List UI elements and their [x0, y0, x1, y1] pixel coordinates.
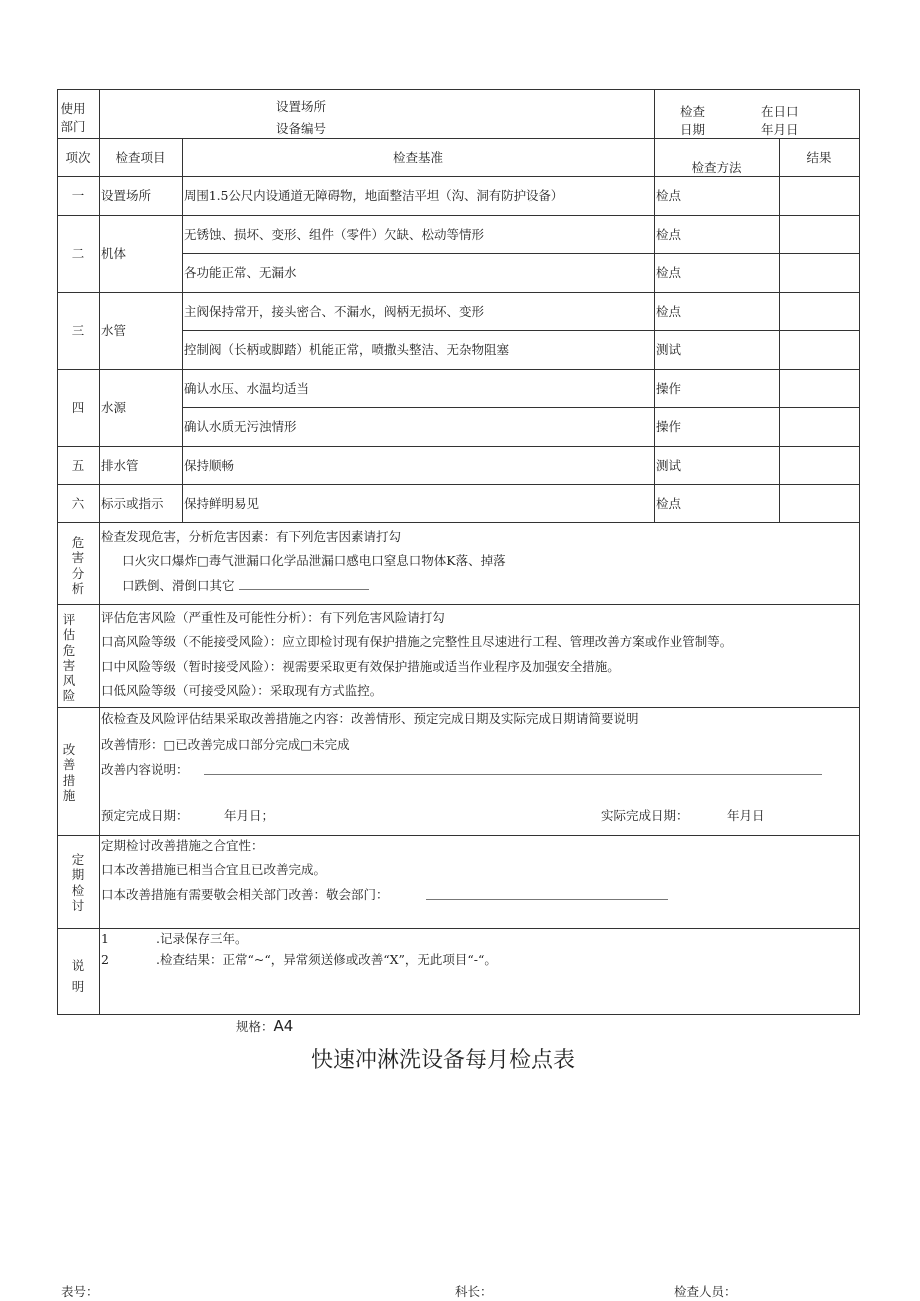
- location-label: 设置场所: [276, 99, 327, 114]
- hazard-line: 口火灾口爆炸□毒气泄漏口化学品泄漏口感电口窒息口物体K落、掉落: [122, 553, 506, 568]
- form-number-label: 表号：: [61, 1284, 99, 1299]
- row-standard: 确认水质无污浊情形: [184, 419, 297, 434]
- improve-line: 改善内容说明：: [101, 762, 189, 777]
- row-item: 设置场所: [101, 188, 152, 203]
- planned-date-label: 预定完成日期：: [101, 808, 189, 823]
- review-line: 定期检讨改善措施之合宜性：: [101, 838, 264, 853]
- improve-line: 依检查及风险评估结果采取改善措施之内容：改善情形、预定完成日期及实际完成日期请简要说明: [101, 711, 639, 726]
- improve-content-blank: [204, 762, 822, 775]
- review-line: 口本改善措施有需要敬会相关部门改善：敬会部门：: [101, 887, 389, 902]
- row-no: 六: [71, 496, 85, 511]
- rule: [57, 707, 860, 708]
- row-item: 排水管: [101, 458, 139, 473]
- rule: [182, 138, 183, 523]
- rule: [57, 369, 860, 370]
- review-dept-blank: [426, 887, 668, 900]
- rule: [99, 89, 100, 1015]
- review-label: 定期检讨: [71, 852, 85, 913]
- row-standard: 保持顺畅: [184, 458, 235, 473]
- row-no: 一: [71, 188, 85, 203]
- rule: [654, 89, 655, 523]
- col-item-no: 项次: [65, 150, 91, 165]
- row-standard: 各功能正常、无漏水: [184, 265, 297, 280]
- notes-label: 说明: [71, 958, 85, 995]
- dept-label: 使用部门: [60, 101, 86, 134]
- risk-line: 口低风险等级（可接受风险）：采取现有方式监控。: [101, 683, 383, 698]
- page-title: 快速冲淋洗设备每月检点表: [311, 1048, 576, 1073]
- spec-label: 规格：: [236, 1019, 274, 1034]
- row-no: 二: [71, 246, 85, 261]
- note-number: 1: [101, 931, 109, 946]
- rule: [57, 446, 860, 447]
- row-item: 水源: [101, 400, 127, 415]
- risk-label: 评估危害风险: [62, 612, 76, 704]
- hazard-label: 危害分析: [71, 535, 85, 596]
- row-item: 标示或指示: [101, 496, 164, 511]
- rule: [57, 835, 860, 836]
- row-no: 五: [71, 458, 85, 473]
- rule: [57, 176, 860, 177]
- rule: [57, 215, 860, 216]
- rule: [182, 330, 860, 331]
- note-text: .记录保存三年。: [156, 931, 248, 946]
- hazard-line: 检查发现危害，分析危害因素：有下列危害因素请打勾: [101, 529, 402, 544]
- rule: [779, 138, 780, 523]
- note-number: 2: [101, 952, 109, 967]
- row-standard: 控制阀（长柄或脚踏）机能正常，喷撒头整洁、无杂物阻塞: [184, 342, 510, 357]
- other-hazard-blank: [239, 577, 369, 590]
- col-item: 检查项目: [115, 150, 166, 165]
- row-method: 检点: [656, 188, 682, 203]
- rule: [57, 522, 860, 523]
- actual-date-label: 实际完成日期：: [601, 808, 689, 823]
- row-method: 测试: [656, 458, 682, 473]
- row-no: 四: [71, 400, 85, 415]
- rule: [57, 604, 860, 605]
- row-standard: 周围1.5公尺内设通道无障碍物，地面整洁平坦（沟、洞有防护设备）: [184, 188, 564, 203]
- row-item: 水管: [101, 323, 127, 338]
- col-result: 结果: [806, 150, 832, 165]
- col-standard: 检查基准: [392, 150, 443, 165]
- actual-date-value: 年月日: [727, 808, 765, 823]
- review-line: 口本改善措施已相当合宜且已改善完成。: [101, 862, 327, 877]
- row-method: 检点: [656, 496, 682, 511]
- section-chief-label: 科长：: [455, 1284, 493, 1299]
- row-standard: 保持鲜明易见: [184, 496, 260, 511]
- row-standard: 确认水压、水温均适当: [184, 381, 310, 396]
- row-method: 操作: [656, 419, 682, 434]
- row-method: 测试: [656, 342, 682, 357]
- improve-label: 改善措施: [62, 742, 76, 803]
- row-no: 三: [71, 323, 85, 338]
- row-method: 检点: [656, 265, 682, 280]
- rule: [57, 89, 58, 1015]
- row-standard: 主阀保持常开，接头密合、不漏水，阀柄无损坏、变形: [184, 304, 485, 319]
- spec-value: A4: [273, 1017, 294, 1035]
- rule: [182, 407, 860, 408]
- rule: [57, 292, 860, 293]
- row-method: 检点: [656, 227, 682, 242]
- inspector-label: 检查人员：: [674, 1284, 737, 1299]
- rule: [57, 484, 860, 485]
- planned-date-value: 年月日；: [224, 808, 275, 823]
- row-method: 检点: [656, 304, 682, 319]
- spec: [236, 1017, 293, 1035]
- row-item: 机体: [101, 246, 127, 261]
- rule: [57, 1014, 860, 1015]
- date-value: 年月日: [761, 122, 799, 137]
- hazard-line: 口跌倒、滑倒口其它: [122, 577, 369, 593]
- rule: [57, 928, 860, 929]
- rule: [57, 138, 860, 139]
- risk-line: 评估危害风险（严重性及可能性分析）：有下列危害风险请打勾: [101, 610, 445, 625]
- row-method: 操作: [656, 381, 682, 396]
- row-standard: 无锈蚀、损坏、变形、组件（零件）欠缺、松动等情形: [184, 227, 485, 242]
- rule: [57, 89, 860, 90]
- date-value: 在日口: [761, 104, 799, 119]
- rule: [182, 253, 860, 254]
- rule: [859, 89, 860, 1015]
- equipment-no-label: 设备编号: [276, 121, 327, 136]
- improve-line: 改善情形：□已改善完成口部分完成□未完成: [101, 737, 350, 752]
- col-method: 检查方法: [691, 160, 742, 175]
- risk-line: 口高风险等级（不能接受风险）：应立即检讨现有保护措施之完整性且尽速进行工程、管理改善方案或作业管制等。: [101, 634, 733, 649]
- risk-line: 口中风险等级（暂时接受风险）：视需要采取更有效保护措施或适当作业程序及加强安全措施。: [101, 659, 620, 674]
- inspect-date-label: 检查: [680, 104, 706, 119]
- inspect-date-label: 日期: [680, 122, 706, 137]
- note-text: .检查结果：正常“~“，异常须送修或改善“X”，无此项目“-“。: [156, 952, 497, 967]
